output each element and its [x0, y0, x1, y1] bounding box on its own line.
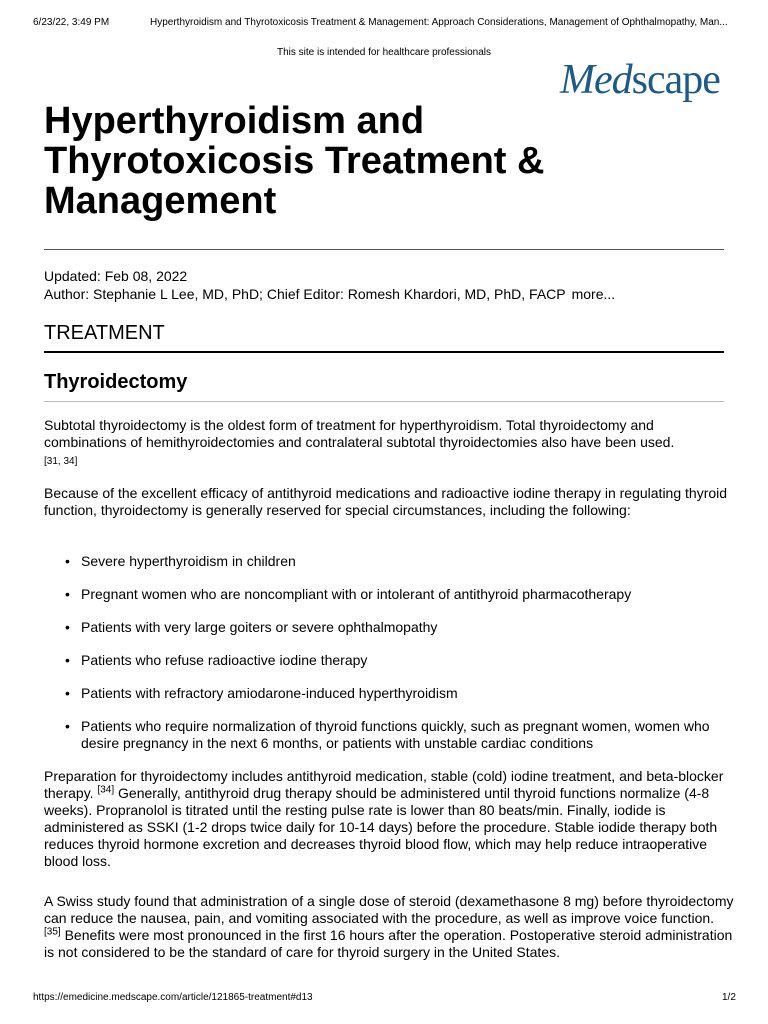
- updated-date: Updated: Feb 08, 2022: [44, 268, 188, 284]
- list-item: • Patients with refractory amiodarone-induced hyperthyroidism: [44, 685, 734, 702]
- paragraph-3-text-b: Generally, antithyroid drug therapy should be administered until thyroid functions normalize (4-8 weeks). Propranolol is titrated until the resting pulse rate is lower than 80 beats/min. Finally, iodide is administered as SSKI (1-2 drops twice daily for 10-14 days) before the procedure. Stable iodide therapy both reduces thyroid hormone excretion and decreases thyroid blood flow, which may help reduce intraoperative blood loss.: [44, 785, 718, 869]
- page-title: Hyperthyroidism and Thyrotoxicosis Treatment & Management: [44, 100, 545, 222]
- paragraph-4: [44, 893, 734, 961]
- section-heading: TREATMENT: [44, 322, 165, 344]
- list-item: • Pregnant women who are noncompliant with or intolerant of antithyroid pharmacotherapy: [44, 586, 734, 603]
- list-item: • Patients who refuse radioactive iodine therapy: [44, 652, 734, 669]
- print-header-datetime: 6/23/22, 3:49 PM: [33, 17, 110, 28]
- article-meta: [44, 267, 615, 303]
- print-footer-url: https://emedicine.medscape.com/article/121865-treatment#d13: [33, 992, 313, 1003]
- subsection-divider: [44, 401, 724, 402]
- title-divider: [44, 249, 724, 250]
- section-divider: [44, 351, 724, 353]
- paragraph-3: [44, 768, 734, 870]
- reference-link[interactable]: [34]: [97, 784, 115, 796]
- reference-link[interactable]: [35]: [44, 926, 61, 938]
- author-line: [44, 285, 615, 303]
- paragraph-1: [44, 417, 734, 470]
- paragraph-4-text-b: Benefits were most pronounced in the first 16 hours after the operation. Postoperative steroid administration is not considered to be the standard of care for thyroid surgery in the United States.: [44, 927, 733, 960]
- logo-part-med: Med: [560, 57, 632, 103]
- reference-link[interactable]: [31, 34]: [44, 456, 78, 467]
- paragraph-2: Because of the excellent efficacy of antithyroid medications and radioactive iodine therapy in regulating thyroid function, thyroidectomy is generally reserved for special circumstances, including the following:: [44, 485, 728, 518]
- indications-list: [44, 553, 734, 768]
- paragraph-3-text-a: Preparation for thyroidectomy includes antithyroid medication, stable (cold) iodine treatment, and beta-blocker therapy.: [44, 768, 724, 801]
- paragraph-4-text-a: A Swiss study found that administration of a single dose of steroid (dexamethasone 8 mg) before thyroidectomy can reduce the nausea, pain, and vomiting associated with the procedure, as well as improve voice function.: [44, 893, 734, 926]
- professional-notice: This site is intended for healthcare professionals: [276, 47, 491, 58]
- logo-part-scape: scape: [631, 57, 720, 103]
- print-footer-page: 1/2: [722, 992, 736, 1003]
- list-item: • Patients who require normalization of thyroid functions quickly, such as pregnant women, women who desire pregnancy in the next 6 months, or patients with unstable cardiac conditions: [44, 718, 734, 752]
- print-header-title: Hyperthyroidism and Thyrotoxicosis Treatment & Management: Approach Considerations, Management of Ophthalmopathy, Man...: [150, 17, 728, 28]
- author-text: Author: Stephanie L Lee, MD, PhD; Chief Editor: Romesh Khardori, MD, PhD, FACP: [44, 286, 566, 302]
- more-authors-link[interactable]: more...: [571, 286, 616, 302]
- list-item: • Patients with very large goiters or severe ophthalmopathy: [44, 619, 734, 636]
- medscape-logo[interactable]: [560, 56, 720, 104]
- paragraph-1-text: Subtotal thyroidectomy is the oldest form of treatment for hyperthyroidism. Total thyroidectomy and combinations of hemithyroidectomies and contralateral subtotal thyroidectomies also have been used.: [44, 417, 675, 450]
- subsection-heading: Thyroidectomy: [44, 371, 188, 393]
- list-item: • Severe hyperthyroidism in children: [44, 553, 734, 570]
